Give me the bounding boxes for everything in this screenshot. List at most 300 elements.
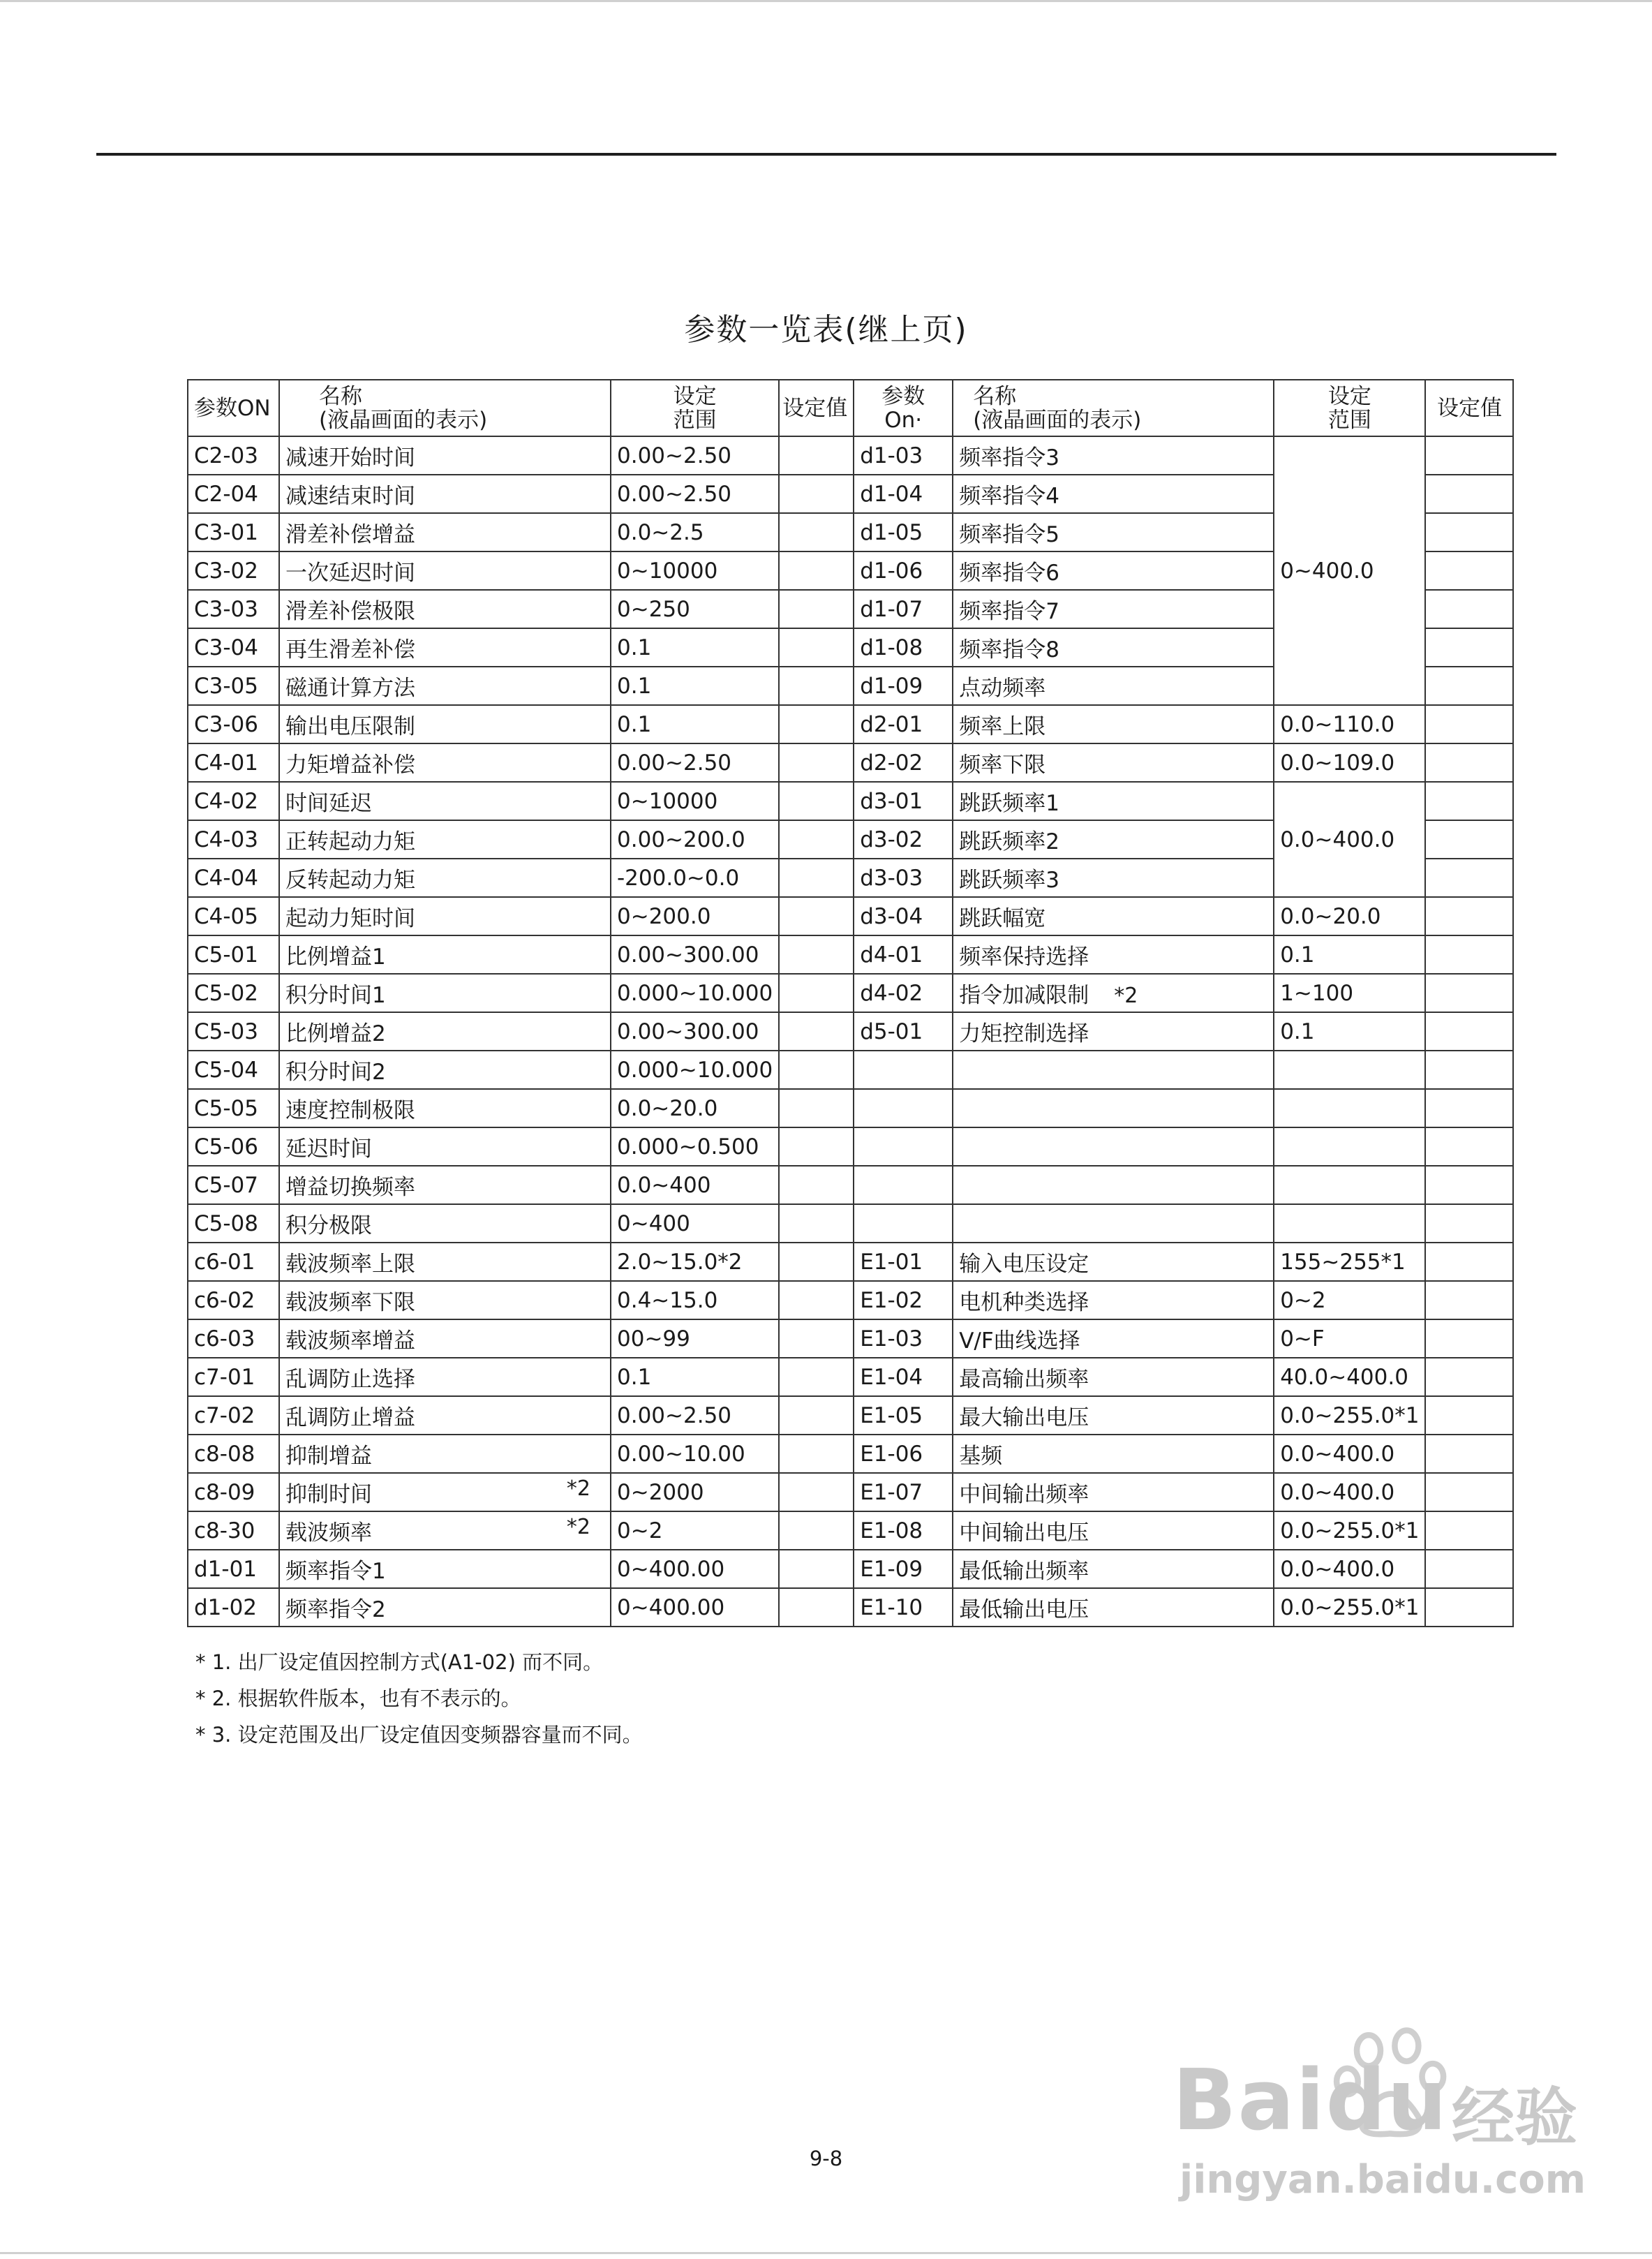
table-row [188,743,1513,782]
footnote-mark [959,1135,998,1160]
param-setting-value [779,513,854,551]
param-range: 0.0~255.0*1 [1274,1588,1425,1627]
footnote-mark [1059,600,1099,624]
param-range: 0.00~300.00 [611,1012,779,1051]
param-code: d3-01 [854,782,953,820]
param-name-text: 乱调防止选择 [285,1367,415,1392]
param-name [953,743,1274,782]
param-name [279,1358,611,1396]
param-code: d1-06 [854,551,953,590]
table-row [188,782,1513,820]
param-range: 155~255*1 [1274,1243,1425,1281]
param-name [953,1204,1274,1243]
param-setting-value [779,859,854,897]
param-name-text: 乱调防止增益 [285,1405,415,1430]
param-range: 0.0~20.0 [1274,897,1425,935]
param-range [1274,1089,1425,1127]
param-name [953,513,1274,551]
param-name-text: 指令加减限制 [959,983,1089,1008]
param-name-text: 频率指令3 [959,445,1059,471]
param-code: d1-02 [188,1588,279,1627]
header-range-1: 设定 范围 [611,380,779,436]
param-range: 0~200.0 [611,897,779,935]
param-name-text: 比例增益1 [285,945,386,970]
param-setting-value [779,1166,854,1204]
param-setting-value [1425,897,1513,935]
param-name-text: 一次延迟时间 [285,561,415,586]
param-setting-value [779,628,854,667]
param-code: E1-01 [854,1243,953,1281]
param-name [279,1281,611,1319]
param-code [854,1051,953,1089]
param-range: 0.0~400 [611,1166,779,1204]
param-range: 0~2000 [611,1473,779,1511]
watermark-logo-text: Baidu [1173,2052,1448,2149]
param-code: c7-01 [188,1358,279,1396]
param-setting-value [779,705,854,743]
param-range: 0.1 [611,667,779,705]
param-setting-value [1425,590,1513,628]
table-row [188,1396,1513,1435]
param-code: E1-07 [854,1473,953,1511]
footnote-mark [959,1173,998,1198]
param-setting-value [1425,1012,1513,1051]
param-code: d1-07 [854,590,953,628]
param-name [953,1012,1274,1051]
param-name [279,1089,611,1127]
param-name-text: 跳跃频率3 [959,868,1059,893]
param-code: C5-04 [188,1051,279,1089]
page-title: 参数一览表(继上页) [684,312,968,348]
param-setting-value [779,1089,854,1127]
param-name [953,974,1274,1012]
param-name [279,820,611,859]
param-setting-value [779,1588,854,1627]
param-setting-value [779,436,854,475]
param-code [854,1127,953,1166]
table-row [188,1089,1513,1127]
param-setting-value [1425,513,1513,551]
param-name-text: 频率指令8 [959,637,1059,662]
param-name-text: 载波频率下限 [285,1290,415,1315]
footnote-mark [1059,561,1099,586]
param-name-text: 速度控制极限 [285,1098,415,1123]
param-name [953,667,1274,705]
param-range: 0.00~2.50 [611,743,779,782]
param-name [953,1511,1274,1550]
param-name-text: 反转起动力矩 [285,868,415,893]
param-name-text: 频率指令1 [285,1559,386,1584]
header-rule [96,153,1556,156]
param-setting-value [1425,1473,1513,1511]
param-code: c8-09 [188,1473,279,1511]
param-setting-value [779,475,854,513]
param-range: 40.0~400.0 [1274,1358,1425,1396]
page-number: 9-8 [809,2147,843,2170]
footnote-mark [1080,1329,1119,1354]
param-code: E1-09 [854,1550,953,1588]
param-code: c8-08 [188,1435,279,1473]
param-setting-value [1425,1550,1513,1588]
table-header-row [188,380,1513,436]
param-name [279,1396,611,1435]
param-name [279,1435,611,1473]
param-name [279,1204,611,1243]
param-code [854,1166,953,1204]
footnote-mark [1059,446,1099,471]
param-name [279,1550,611,1588]
param-name-text: 跳跃幅宽 [959,906,1046,931]
param-setting-value [1425,820,1513,859]
param-name-text: 频率指令6 [959,561,1059,586]
param-name [953,1243,1274,1281]
param-code: C3-01 [188,513,279,551]
param-code: C5-02 [188,974,279,1012]
param-range: 0.0~2.5 [611,513,779,551]
param-range: 0.000~0.500 [611,1127,779,1166]
param-name [279,1511,611,1550]
param-setting-value [1425,551,1513,590]
table-row [188,1588,1513,1627]
param-range [1274,1051,1425,1089]
param-code: d1-01 [188,1550,279,1588]
param-setting-value [1425,667,1513,705]
param-range: 0.1 [1274,1012,1425,1051]
table-row [188,974,1513,1012]
param-name-text: 中间输出频率 [959,1482,1089,1507]
param-code: E1-02 [854,1281,953,1319]
param-code: E1-05 [854,1396,953,1435]
param-range [1274,1127,1425,1166]
param-range: 0.000~10.000 [611,1051,779,1089]
param-name-text: 滑差补偿增益 [285,522,415,547]
header-code-1: 参数ON [188,380,279,436]
param-name [953,590,1274,628]
footnote-mark [959,1058,998,1083]
param-name [953,820,1274,859]
param-range: 0~400.00 [611,1550,779,1588]
footnote-mark [1045,715,1085,739]
param-setting-value [1425,1358,1513,1396]
param-name [279,590,611,628]
footnote-mark [1059,638,1099,662]
param-name [953,897,1274,935]
param-name-text: 再生滑差补偿 [285,637,415,662]
param-code: d4-02 [854,974,953,1012]
param-code: c8-30 [188,1511,279,1550]
param-setting-value [779,1127,854,1166]
param-name-text: 频率上限 [959,714,1046,739]
header-value-2: 设定值 [1425,380,1513,436]
param-range: 0.1 [611,628,779,667]
param-setting-value [1425,1396,1513,1435]
param-name [953,628,1274,667]
param-setting-value [1425,782,1513,820]
param-setting-value [1425,743,1513,782]
param-code: d1-09 [854,667,953,705]
param-range: 0~400.00 [611,1588,779,1627]
page-bottom-edge [0,2252,1652,2254]
param-name [279,743,611,782]
param-setting-value [1425,1281,1513,1319]
param-setting-value [1425,628,1513,667]
footnote-mark [1089,1368,1128,1392]
table-row [188,1511,1513,1550]
param-name [953,475,1274,513]
param-range-merged: 0.0~400.0 [1274,782,1425,897]
param-code: C3-04 [188,628,279,667]
param-name [279,1319,611,1358]
param-name-text: 起动力矩时间 [285,906,415,931]
param-name [279,1473,611,1511]
param-name [279,475,611,513]
param-name [953,1473,1274,1511]
param-name [279,513,611,551]
table-row [188,1012,1513,1051]
table-row [188,1127,1513,1166]
page-top-edge [0,0,1652,2]
param-name-text: 积分时间1 [285,983,386,1008]
param-name [279,974,611,1012]
footnote-mark [959,1212,998,1236]
param-name [953,859,1274,897]
table-row [188,1550,1513,1588]
param-range: 0.1 [611,1358,779,1396]
param-setting-value [779,974,854,1012]
param-setting-value [779,820,854,859]
footnote-mark [1089,1521,1128,1546]
param-name-text: 最高输出频率 [959,1367,1089,1392]
param-code: E1-10 [854,1588,953,1627]
footnote-2: * 2. 根据软件版本，也有不表示的。 [195,1687,521,1710]
param-code: C4-03 [188,820,279,859]
param-code: C4-04 [188,859,279,897]
param-code: d1-04 [854,475,953,513]
param-range: -200.0~0.0 [611,859,779,897]
table-row [188,1051,1513,1089]
param-name [953,1358,1274,1396]
footnote-mark [1089,1560,1128,1584]
table-row [188,1166,1513,1204]
param-code: E1-04 [854,1358,953,1396]
footnote-mark [1089,945,1128,970]
param-name [953,1396,1274,1435]
param-code: c6-03 [188,1319,279,1358]
param-range: 0.00~2.50 [611,475,779,513]
footnote-mark [1089,1291,1128,1315]
table-row [188,1473,1513,1511]
param-code: c6-02 [188,1281,279,1319]
param-setting-value [779,782,854,820]
param-name [953,1166,1274,1204]
param-name [953,935,1274,974]
param-setting-value [1425,1511,1513,1550]
param-name-text: 减速开始时间 [285,445,415,471]
param-code: d3-04 [854,897,953,935]
param-name-text: 最低输出频率 [959,1559,1089,1584]
param-code: d4-01 [854,935,953,974]
param-code: c6-01 [188,1243,279,1281]
param-name [953,1550,1274,1588]
param-name [279,1243,611,1281]
param-setting-value [1425,1089,1513,1127]
param-code [854,1204,953,1243]
param-range: 0~2 [611,1511,779,1550]
footnote-mark [1045,753,1085,778]
param-name [953,1435,1274,1473]
param-name [279,628,611,667]
table-row [188,897,1513,935]
param-range: 0.0~400.0 [1274,1473,1425,1511]
param-setting-value [1425,1204,1513,1243]
param-code: d1-05 [854,513,953,551]
param-name-text: 中间输出电压 [959,1520,1089,1546]
param-name-text: 磁通计算方法 [285,676,415,701]
param-name-text: 时间延迟 [285,791,372,816]
param-range: 0.000~10.000 [611,974,779,1012]
param-range: 0.00~2.50 [611,1396,779,1435]
param-name [953,1127,1274,1166]
param-range [1274,1166,1425,1204]
param-code: d2-01 [854,705,953,743]
param-code: C4-01 [188,743,279,782]
param-range: 0~10000 [611,782,779,820]
footnote-mark [1045,907,1085,931]
param-setting-value [779,590,854,628]
param-code: C3-05 [188,667,279,705]
param-range-merged: 0~400.0 [1274,436,1425,705]
param-name [279,897,611,935]
param-name [279,1166,611,1204]
header-range-2: 设定 范围 [1274,380,1425,436]
param-code: C5-01 [188,935,279,974]
param-name [279,1051,611,1089]
param-setting-value [779,897,854,935]
param-code: d3-02 [854,820,953,859]
param-name-text: 频率下限 [959,753,1046,778]
param-name [953,782,1274,820]
param-code: d1-03 [854,436,953,475]
param-setting-value [1425,1588,1513,1627]
param-code: C2-04 [188,475,279,513]
footnote-mark [1059,792,1099,816]
param-setting-value [779,1435,854,1473]
param-setting-value [779,1396,854,1435]
param-name-text: 力矩控制选择 [959,1021,1089,1046]
footnote-mark: *2 [566,1476,590,1501]
footnote-mark [1002,1444,1041,1469]
table-row [188,705,1513,743]
table-row [188,1319,1513,1358]
header-name-2: 名称 (液晶画面的表示) [953,380,1274,436]
footnote-mark [1089,1252,1128,1277]
header-value-1: 设定值 [779,380,854,436]
table-row [188,1435,1513,1473]
param-name [279,551,611,590]
param-range: 0.00~200.0 [611,820,779,859]
param-name [279,1012,611,1051]
param-name [279,935,611,974]
param-name-text: 积分时间2 [285,1060,386,1085]
param-name-text: 滑差补偿极限 [285,599,415,624]
param-name-text: 频率保持选择 [959,945,1089,970]
param-range: 2.0~15.0*2 [611,1243,779,1281]
param-name [279,667,611,705]
param-name-text: 载波频率上限 [285,1252,415,1277]
param-setting-value [1425,1127,1513,1166]
param-name-text: 增益切换频率 [285,1175,415,1200]
param-setting-value [779,1550,854,1588]
param-code: d3-03 [854,859,953,897]
param-setting-value [1425,475,1513,513]
param-setting-value [779,1511,854,1550]
param-name-text: 正转起动力矩 [285,829,415,854]
param-code: C4-02 [188,782,279,820]
param-range: 0.0~255.0*1 [1274,1511,1425,1550]
param-name-text: 点动频率 [959,676,1046,701]
param-range [1274,1204,1425,1243]
param-name [953,1588,1274,1627]
param-name [279,1588,611,1627]
param-name [279,1127,611,1166]
param-name-text: 输出电压限制 [285,714,415,739]
param-range: 0.0~255.0*1 [1274,1396,1425,1435]
param-name-text: 减速结束时间 [285,484,415,509]
param-range: 0.1 [611,705,779,743]
table-row [188,1281,1513,1319]
footnote-mark [1089,1022,1128,1046]
param-range: 0~250 [611,590,779,628]
footnote-mark [1059,484,1099,509]
param-name-text: 载波频率增益 [285,1328,415,1354]
param-setting-value [779,1243,854,1281]
param-range: 1~100 [1274,974,1425,1012]
param-code: E1-03 [854,1319,953,1358]
param-setting-value [779,1473,854,1511]
param-name-text: 积分极限 [285,1213,372,1238]
param-range: 0~10000 [611,551,779,590]
param-name-text: 频率指令4 [959,484,1059,509]
param-name-text: 抑制时间 [285,1482,372,1507]
footnote-mark: *2 [566,1515,590,1539]
param-name [953,1051,1274,1089]
param-name-text: 频率指令2 [285,1597,386,1622]
footnote-mark [1059,830,1099,854]
param-name-text: 延迟时间 [285,1136,372,1162]
footnote-mark: *2 [1114,984,1138,1008]
param-setting-value [1425,859,1513,897]
footnote-mark [1089,1598,1128,1622]
param-setting-value [779,1281,854,1319]
param-code: C3-03 [188,590,279,628]
param-range: 0.00~300.00 [611,935,779,974]
param-name-text: 电机种类选择 [959,1290,1089,1315]
param-setting-value [779,1319,854,1358]
param-range: 00~99 [611,1319,779,1358]
param-code: C3-02 [188,551,279,590]
param-setting-value [1425,1243,1513,1281]
param-setting-value [779,667,854,705]
param-range: 0~F [1274,1319,1425,1358]
param-range: 0~400 [611,1204,779,1243]
param-name [953,1089,1274,1127]
param-code: C4-05 [188,897,279,935]
param-range: 0.4~15.0 [611,1281,779,1319]
footnote-mark [1089,1483,1128,1507]
param-setting-value [1425,1435,1513,1473]
param-setting-value [779,1358,854,1396]
param-setting-value [1425,935,1513,974]
